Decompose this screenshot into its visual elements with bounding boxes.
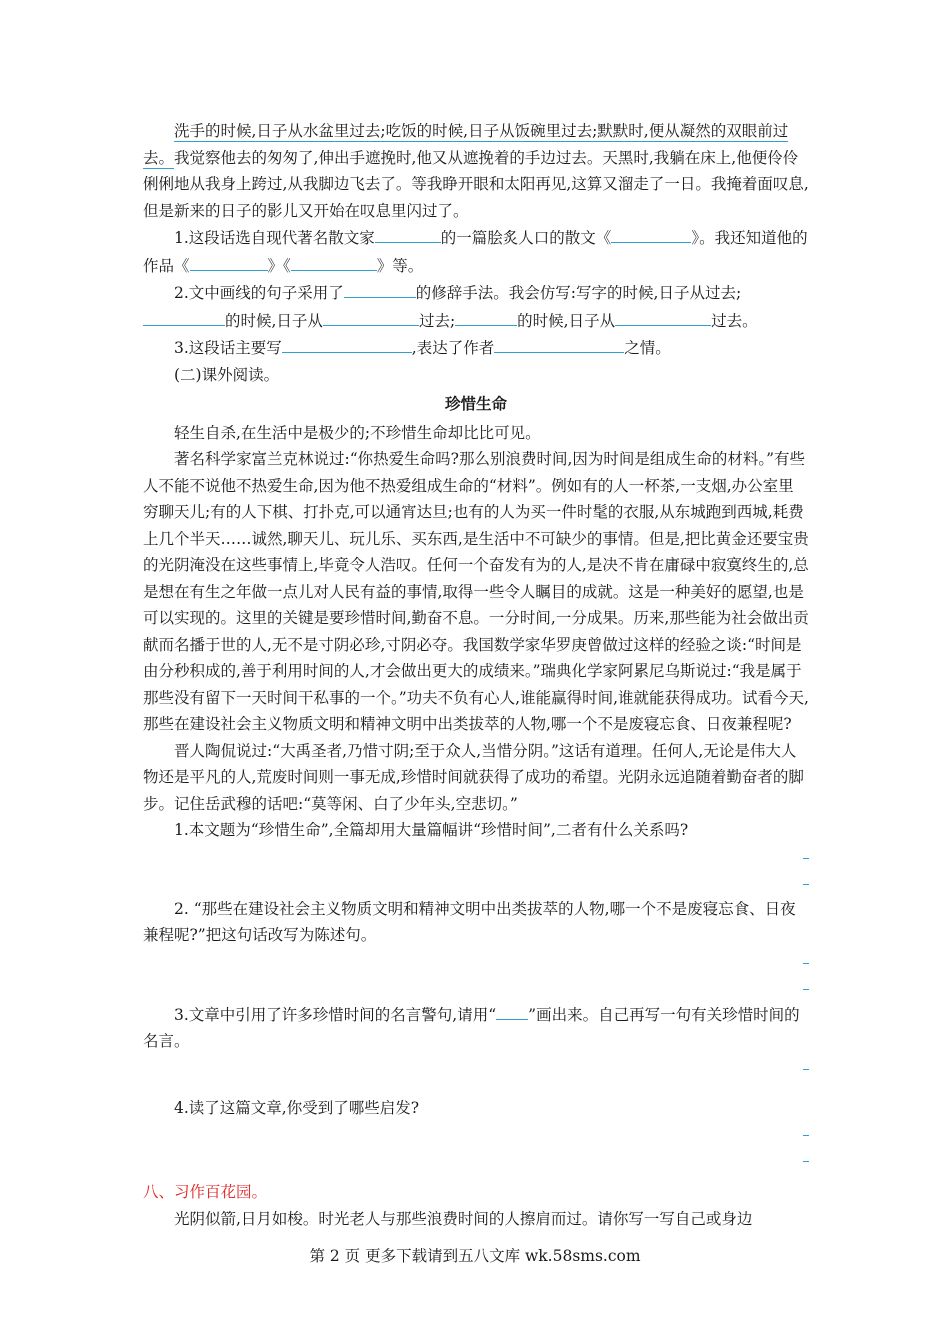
blank-field[interactable] bbox=[494, 334, 624, 353]
q2-text-d: 的时候,日子从 bbox=[225, 311, 323, 330]
q3-text-c: 之情。 bbox=[624, 339, 671, 357]
q2-text-a: 2.文中画线的句子采用了 bbox=[174, 284, 344, 302]
q1-text-d: 》《 bbox=[267, 256, 291, 275]
q2-text-g: 过 bbox=[711, 311, 727, 330]
q2-text-c: 过去; bbox=[704, 284, 742, 302]
q2-text-b: 的修辞手法。我会仿写:写字的时候,日子从 bbox=[415, 284, 705, 302]
answer-line-mark bbox=[803, 1135, 809, 1136]
underlined-sentence: 洗手的时候,日子从水盆里过去;吃饭的时候,日子从饭碗里过去;默默时,便从凝然的双眼前过去。 bbox=[143, 122, 789, 167]
answer-area-2[interactable] bbox=[143, 949, 809, 1001]
answer-line-mark bbox=[803, 884, 809, 885]
blank-field[interactable] bbox=[455, 307, 517, 326]
article-paragraph-2: 著名科学家富兰克林说过:“你热爱生命吗?那么别浪费时间,因为时间是组成生命的材料。”有些人不能不说他不热爱生命,因为他不热爱组成生命的“材料”。例如有的人一杯茶,一支烟,办公室里穷聊天儿;有的人下棋、打扑克,可以通宵达旦;也有的人为买一件时髦的衣服,从东城跑到西城,耗费上几个半天……诚然,聊天儿、玩儿乐、买东西,是生活中不可缺少的事情。但是,把比黄金还要宝贵的光阴淹没在这些事情上,毕竟令人浩叹。任何一个奋发有为的人,是决不肯在庸碌中寂寞终生的,总是想在有生之年做一点儿对人民有益的事情,取得一些令人瞩目的成就。这是一种美好的愿望,也是可以实现的。这里的关键是要珍惜时间,勤奋不息。一分时间,一分成果。历来,那些能为社会做出贡献而名播于世的人,无不是寸阴必珍,寸阴必夺。我国数学家华罗庚曾做过这样的经验之谈:“时间是由分秒积成的,善于利用时间的人,才会做出更大的成绩来。”瑞典化学家阿累尼乌斯说过:“我是属于那些没有留下一天时间干私事的一个。”功夫不负有心人,谁能赢得时间,谁就能获得成功。试看今天,那些在建设社会主义物质文明和精神文明中出类拔萃的人物,哪一个不是废寝忘食、日夜兼程呢? bbox=[143, 450, 809, 733]
blank-field[interactable] bbox=[282, 334, 412, 353]
q3-text-a: 3.文章中引用了许多珍惜时间的名言警句,请用“ bbox=[174, 1005, 497, 1024]
answer-area-3[interactable] bbox=[143, 1055, 809, 1095]
article-paragraph-3: 晋人陶侃说过:“大禹圣者,乃惜寸阴;至于众人,当惜分阴。”这话有道理。任何人,无论是伟大人物还是平凡的人,荒废时间则一事无成,珍惜时间就获得了成功的希望。光阴永远追随着勤奋者的脚步。记住岳武穆的话吧:“莫等闲、白了少年头,空悲切。” bbox=[143, 741, 804, 813]
blank-field[interactable] bbox=[323, 307, 419, 326]
article-title: 珍惜生命 bbox=[444, 394, 507, 413]
reading-question-4: 4.读了这篇文章,你受到了哪些启发? bbox=[174, 1098, 420, 1117]
q1-text-c: 》。我还知道他的作品《 bbox=[143, 229, 808, 275]
worksheet-page bbox=[143, 118, 809, 1232]
blank-field[interactable] bbox=[615, 307, 711, 326]
q1-text-b: 的一篇脍炙人口的散文《 bbox=[440, 229, 612, 247]
reading-question-1: 1.本文题为“珍惜生命”,全篇却用大量篇幅讲“珍惜时间”,二者有什么关系吗? bbox=[174, 821, 689, 839]
article-paragraph-1: 轻生自杀,在生活中是极少的;不珍惜生命却比比可见。 bbox=[174, 423, 541, 442]
answer-line-mark bbox=[803, 858, 809, 859]
q3-text-a: 3.这段话主要写 bbox=[174, 339, 282, 357]
blank-field[interactable] bbox=[611, 224, 691, 243]
blank-field[interactable] bbox=[344, 279, 416, 298]
blank-field[interactable] bbox=[143, 307, 225, 326]
page-footer: 第 2 页 更多下载请到五八文库 wk.58sms.com bbox=[309, 1247, 641, 1265]
q2-text-e: 过去; bbox=[418, 311, 456, 330]
answer-line-mark bbox=[803, 963, 809, 964]
extra-reading-heading: (二)课外阅读。 bbox=[174, 365, 280, 384]
reading-question-2: 2. “那些在建设社会主义物质文明和精神文明中出类拔萃的人物,哪一个不是废寝忘食、日夜兼程呢?”把这句话改写为陈述句。 bbox=[143, 899, 796, 944]
answer-line-mark bbox=[803, 989, 809, 990]
reading-question-3 bbox=[143, 1001, 809, 1055]
passage-paragraph bbox=[143, 118, 809, 224]
question-2 bbox=[143, 279, 809, 334]
question-1 bbox=[143, 224, 809, 279]
q3-text-b: ,表达了作者 bbox=[411, 339, 495, 357]
section-heading: 八、习作百花园。 bbox=[143, 1183, 268, 1201]
q1-text-a: 1.这段话选自现代著名散文家 bbox=[174, 229, 375, 247]
q2-text-h: 去。 bbox=[726, 311, 758, 330]
q3-text-b: ”画出来。自己再写一句有关珍惜时间的名言。 bbox=[143, 1005, 800, 1050]
q1-text-e: 》等。 bbox=[376, 256, 424, 275]
blank-field[interactable] bbox=[291, 252, 377, 271]
answer-area-4[interactable] bbox=[143, 1121, 809, 1173]
q2-text-f: 的时候,日子从 bbox=[517, 311, 616, 330]
answer-area-1[interactable] bbox=[143, 844, 809, 896]
blank-field[interactable] bbox=[375, 224, 441, 243]
question-3 bbox=[143, 334, 809, 362]
answer-line-mark bbox=[803, 1161, 809, 1162]
section-text: 光阴似箭,日月如梭。时光老人与那些浪费时间的人擦肩而过。请你写一写自己或身边 bbox=[174, 1209, 753, 1228]
answer-line-mark bbox=[803, 1069, 809, 1070]
passage-text: 我觉察他去的匆匆了,伸出手遮挽时,他又从遮挽着的手边过去。天黑时,我躺在床上,他便伶伶俐俐地从我身上跨过,从我脚边飞去了。等我睁开眼和太阳再见,这算又溜走了一日。我掩着面叹息,但是新来的日子的影儿又开始在叹息里闪过了。 bbox=[143, 148, 809, 220]
blank-field[interactable] bbox=[190, 252, 268, 271]
underline-sample bbox=[496, 1001, 528, 1020]
